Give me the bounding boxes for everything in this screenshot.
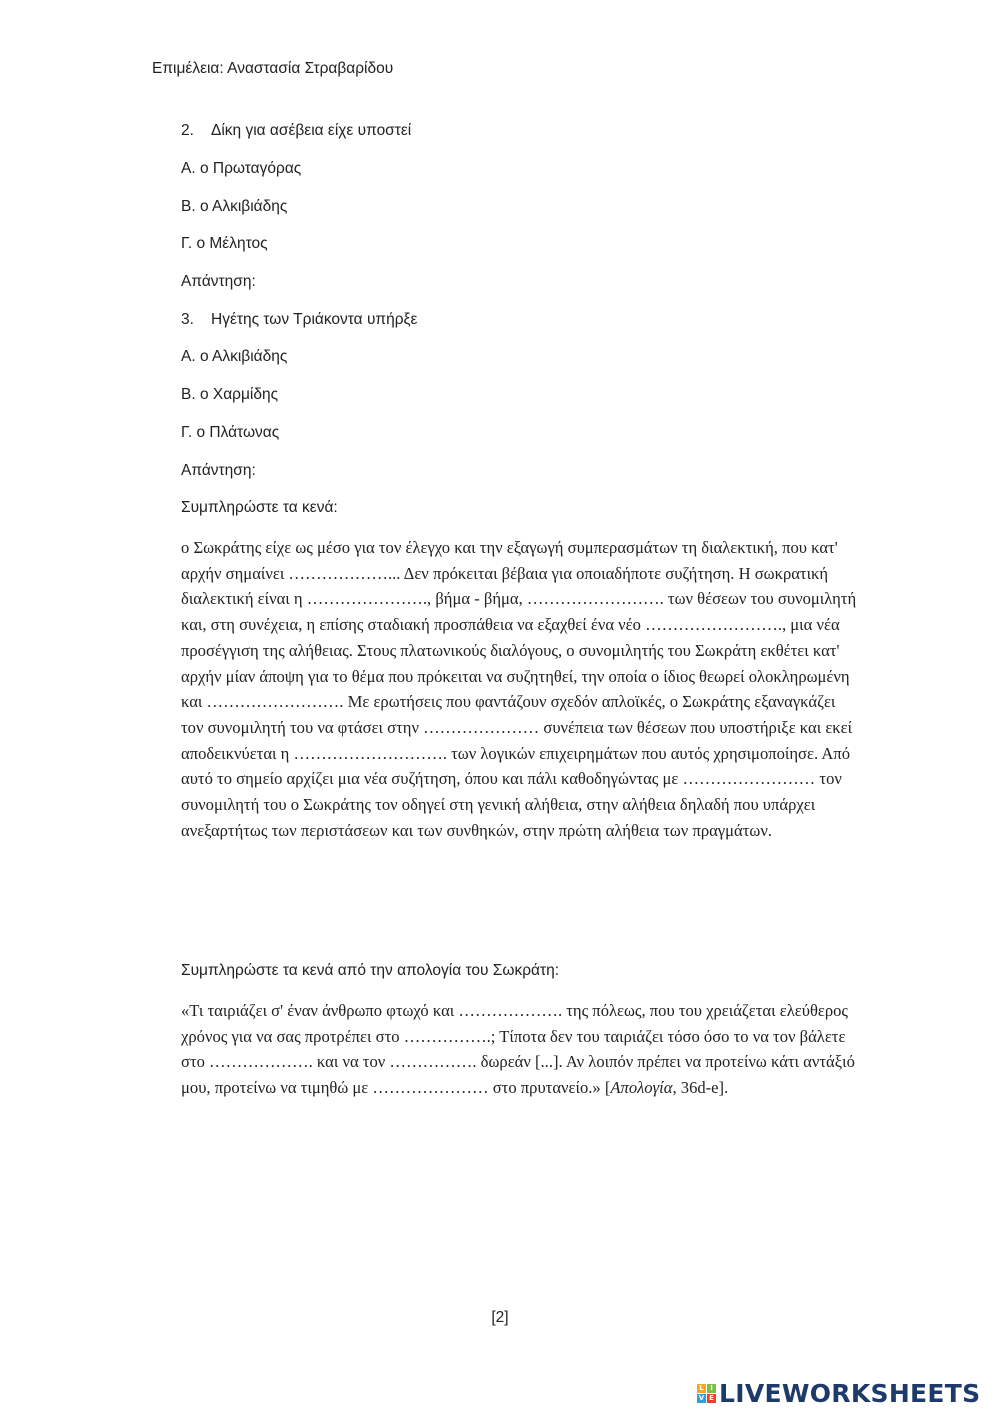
logo-mark-letter: L bbox=[697, 1384, 706, 1393]
option-a: Α. ο Πρωταγόρας bbox=[181, 160, 302, 177]
question-number: 2. bbox=[181, 122, 194, 139]
question-3 bbox=[181, 311, 417, 329]
question-text: Δίκη για ασέβεια είχε υποστεί bbox=[211, 122, 412, 139]
answer-label: Απάντηση: bbox=[181, 273, 256, 290]
question-2 bbox=[181, 122, 411, 140]
logo-text: LIVEWORKSHEETS bbox=[719, 1378, 981, 1408]
liveworksheets-logo bbox=[697, 1378, 980, 1408]
logo-mark-letter: I bbox=[707, 1384, 716, 1393]
question-number: 3. bbox=[181, 311, 194, 328]
citation-ref: , 36d-e]. bbox=[672, 1078, 729, 1098]
logo-mark-icon bbox=[697, 1384, 716, 1403]
apology-quote bbox=[181, 998, 861, 1101]
apology-heading: Συμπληρώστε τα κενά από την απολογία του Σωκράτη: bbox=[181, 962, 560, 979]
option-c: Γ. ο Μέλητος bbox=[181, 235, 268, 252]
option-b: Β. ο Αλκιβιάδης bbox=[181, 198, 288, 215]
fill-in-heading: Συμπληρώστε τα κενά: bbox=[181, 499, 338, 516]
page-number: [2] bbox=[491, 1309, 509, 1326]
citation-title: Απολογία bbox=[610, 1078, 673, 1098]
author-header: Επιμέλεια: Αναστασία Στραβαρίδου bbox=[152, 60, 394, 77]
fill-in-paragraph: ο Σωκράτης είχε ως μέσο για τον έλεγχο και την εξαγωγή συμπερασμάτων τη διαλεκτική, που κατ' αρχήν σημαίνει ………………... Δεν πρόκειται βέβαια για οποιαδήποτε συζήτηση. Η σωκρατική διαλεκτική είναι η …………………., βήμα - βήμα, ……………………. των θέσεων του συνομιλητή και, στη συνέχεια, η επίσης σταδιακή προσπάθεια να εξαχθεί ένα νέο ……………………., μια νέα προσέγγιση της αλήθειας. Στους πλατωνικούς διαλόγους, ο συνομιλητής του Σωκράτη εκθέτει κατ' αρχήν μίαν άποψη για το θέμα που πρόκειται να συζητηθεί, την οποία ο ίδιος θεωρεί ολοκληρωμένη και ……………………. Με ερωτήσεις που φαντάζουν σχεδόν απλοϊκές, ο Σωκράτης εξαναγκάζει τον συνομιλητή του να φτάσει στην ………………… συνέπεια των θέσεων που υποστήριξε και εκεί αποδεικνύεται η ………………………. των λογικών επιχειρημάτων που αυτός χρησιμοποίησε. Από αυτό το σημείο αρχίζει μια νέα συζήτηση, όπου και πάλι καθοδηγώντας με …………………… τον συνομιλητή του ο Σωκράτης τον οδηγεί στη γενική αλήθεια, στην αλήθεια δηλαδή που υπάρχει ανεξαρτήτως των περιστάσεων και των συνθηκών, στην πρώτη αλήθεια των πραγμάτων. bbox=[181, 538, 857, 840]
apology-quote-text: «Τι ταιριάζει σ' έναν άνθρωπο φτωχό και ………………. της πόλεως, που του χρειάζεται ελεύθερος χρόνος για να σας προτρέπει στο …………….; Τίποτα δεν του ταιριάζει τόσο όσο το να τον βάλετε στο ………………. και να τον ……………. δωρεάν [...]. Αν λοιπόν πρέπει να προτείνω κάτι αντάξιό μου, προτείνω να τιμηθώ με ………………… στο πρυτανείο.» [ bbox=[181, 1001, 855, 1098]
answer-label: Απάντηση: bbox=[181, 462, 256, 479]
question-text: Ηγέτης των Τριάκοντα υπήρξε bbox=[211, 311, 418, 328]
option-b: Β. ο Χαρμίδης bbox=[181, 386, 279, 403]
logo-mark-letter: E bbox=[707, 1394, 716, 1403]
option-a: Α. ο Αλκιβιάδης bbox=[181, 348, 288, 365]
option-c: Γ. ο Πλάτωνας bbox=[181, 424, 280, 441]
logo-mark-letter: V bbox=[698, 1393, 705, 1402]
